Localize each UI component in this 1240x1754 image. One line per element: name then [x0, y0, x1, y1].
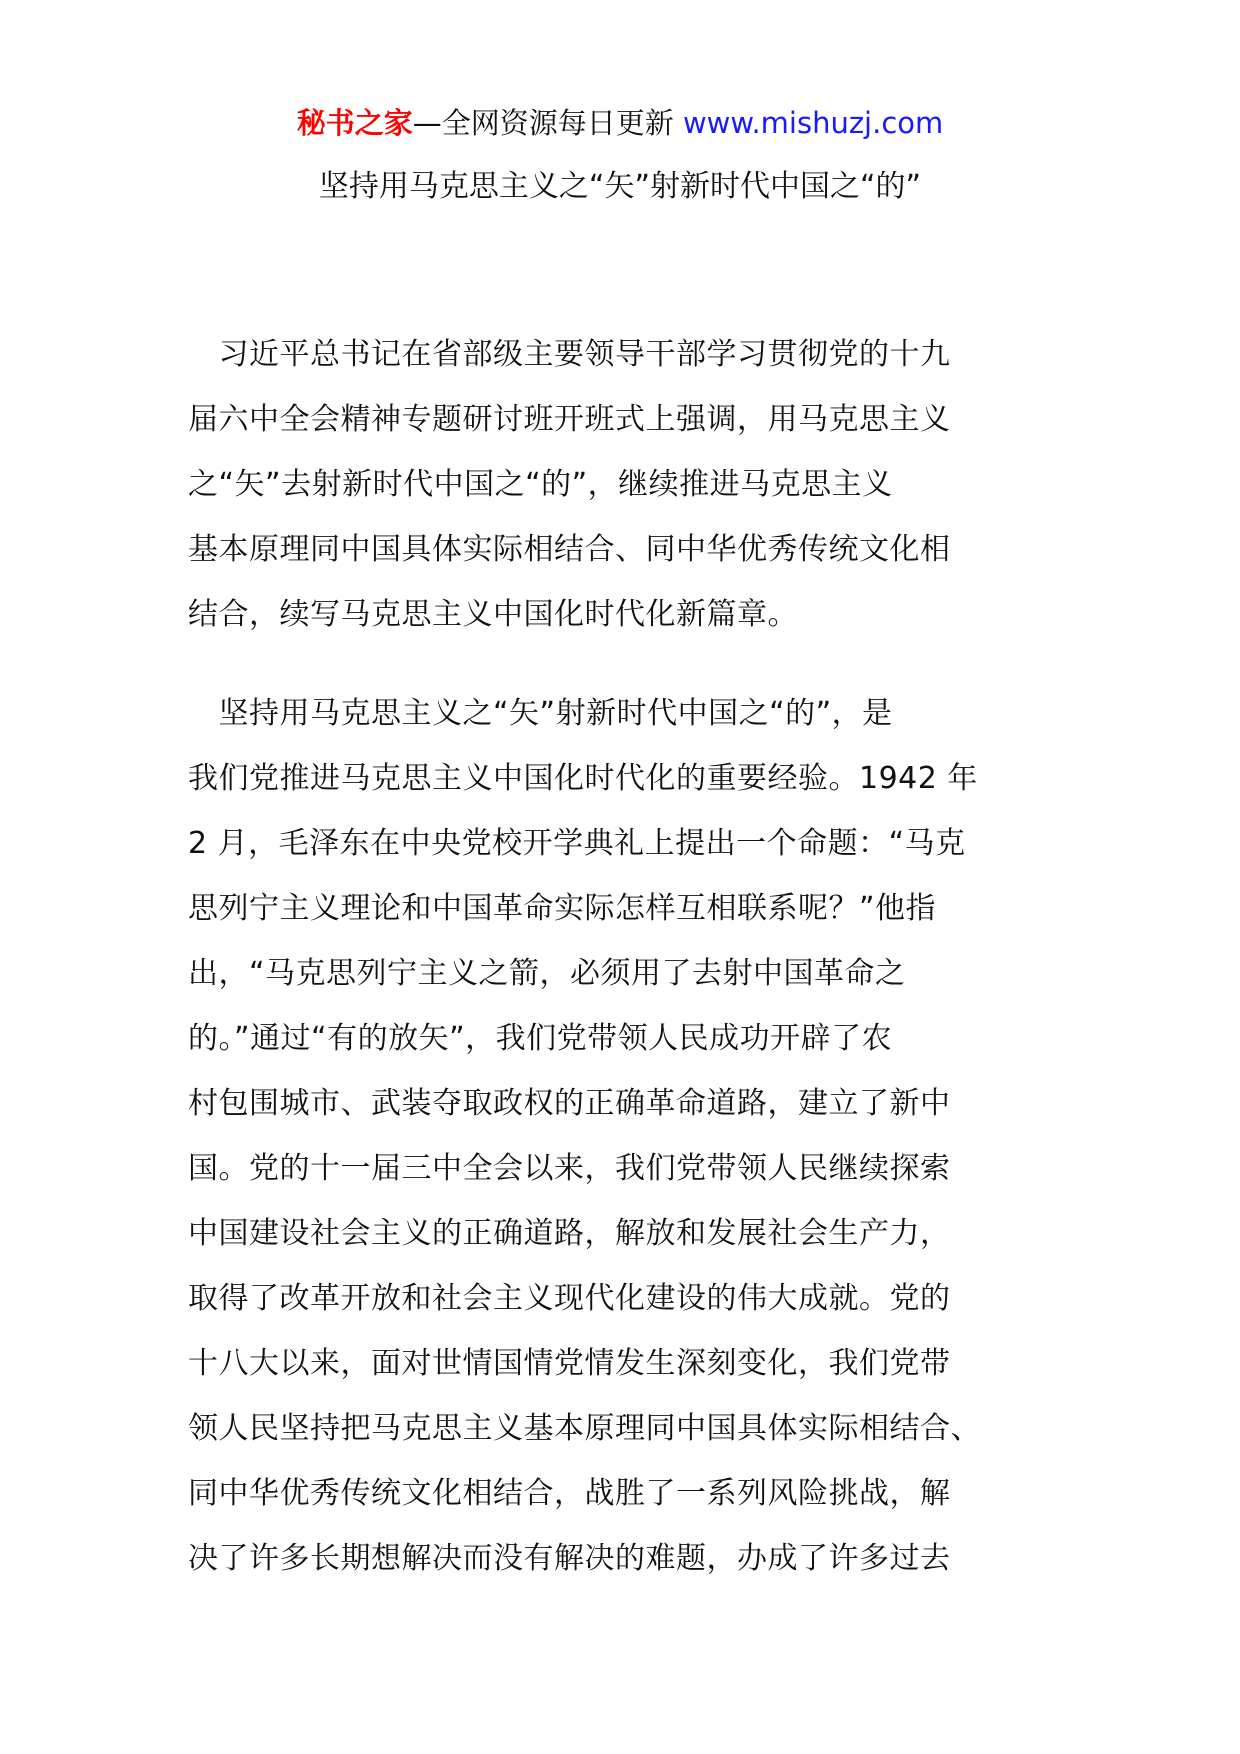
text-line: 决了许多长期想解决而没有解决的难题，办成了许多过去: [188, 1541, 951, 1576]
text-line: 之“矢”去射新时代中国之“的”，继续推进马克思主义: [188, 467, 893, 502]
text-line: 的。”通过“有的放矢”，我们党带领人民成功开辟了农: [188, 1021, 893, 1056]
paragraph-2: [188, 681, 1068, 1591]
text-line: 领人民坚持把马克思主义基本原理同中国具体实际相结合、: [188, 1411, 981, 1446]
text-line: 取得了改革开放和社会主义现代化建设的伟大成就。党的: [188, 1281, 951, 1316]
text-line: 中国建设社会主义的正确道路，解放和发展社会生产力，: [188, 1216, 951, 1251]
text-line: 出，“马克思列宁主义之箭，必须用了去射中国革命之: [188, 956, 906, 991]
text-line: 思列宁主义理论和中国革命实际怎样互相联系呢？”他指: [188, 891, 937, 926]
brand-name: 秘书之家: [296, 106, 413, 140]
document-title: 坚持用马克思主义之“矢”射新时代中国之“的”: [318, 169, 922, 204]
text-line: 结合，续写马克思主义中国化时代化新篇章。: [188, 597, 798, 632]
text-line: 基本原理同中国具体实际相结合、同中华优秀传统文化相: [188, 532, 951, 567]
text-line: 同中华优秀传统文化相结合，战胜了一系列风险挑战，解: [188, 1476, 951, 1511]
text-line: 村包围城市、武装夺取政权的正确革命道路，建立了新中: [188, 1086, 951, 1121]
site-url-link[interactable]: www.mishuzj.com: [682, 106, 944, 140]
text-line: 习近平总书记在省部级主要领导干部学习贯彻党的十九: [188, 337, 951, 372]
text-line: 十八大以来，面对世情国情党情发生深刻变化，我们党带: [188, 1346, 951, 1381]
text-line: 我们党推进马克思主义中国化时代化的重要经验。1942 年: [188, 761, 978, 796]
site-slogan: —全网资源每日更新: [412, 106, 683, 140]
paragraph-spacer: [188, 647, 1068, 681]
document-body: [188, 322, 1068, 1591]
text-line: 2 月，毛泽东在中央党校开学典礼上提出一个命题：“马克: [188, 826, 966, 861]
text-line: 坚持用马克思主义之“矢”射新时代中国之“的”，是: [188, 696, 893, 731]
text-line: 届六中全会精神专题研讨班开班式上强调，用马克思主义: [188, 402, 951, 437]
text-line: 国。党的十一届三中全会以来，我们党带领人民继续探索: [188, 1151, 951, 1186]
site-header: [0, 103, 1240, 143]
paragraph-1: [188, 322, 1068, 647]
